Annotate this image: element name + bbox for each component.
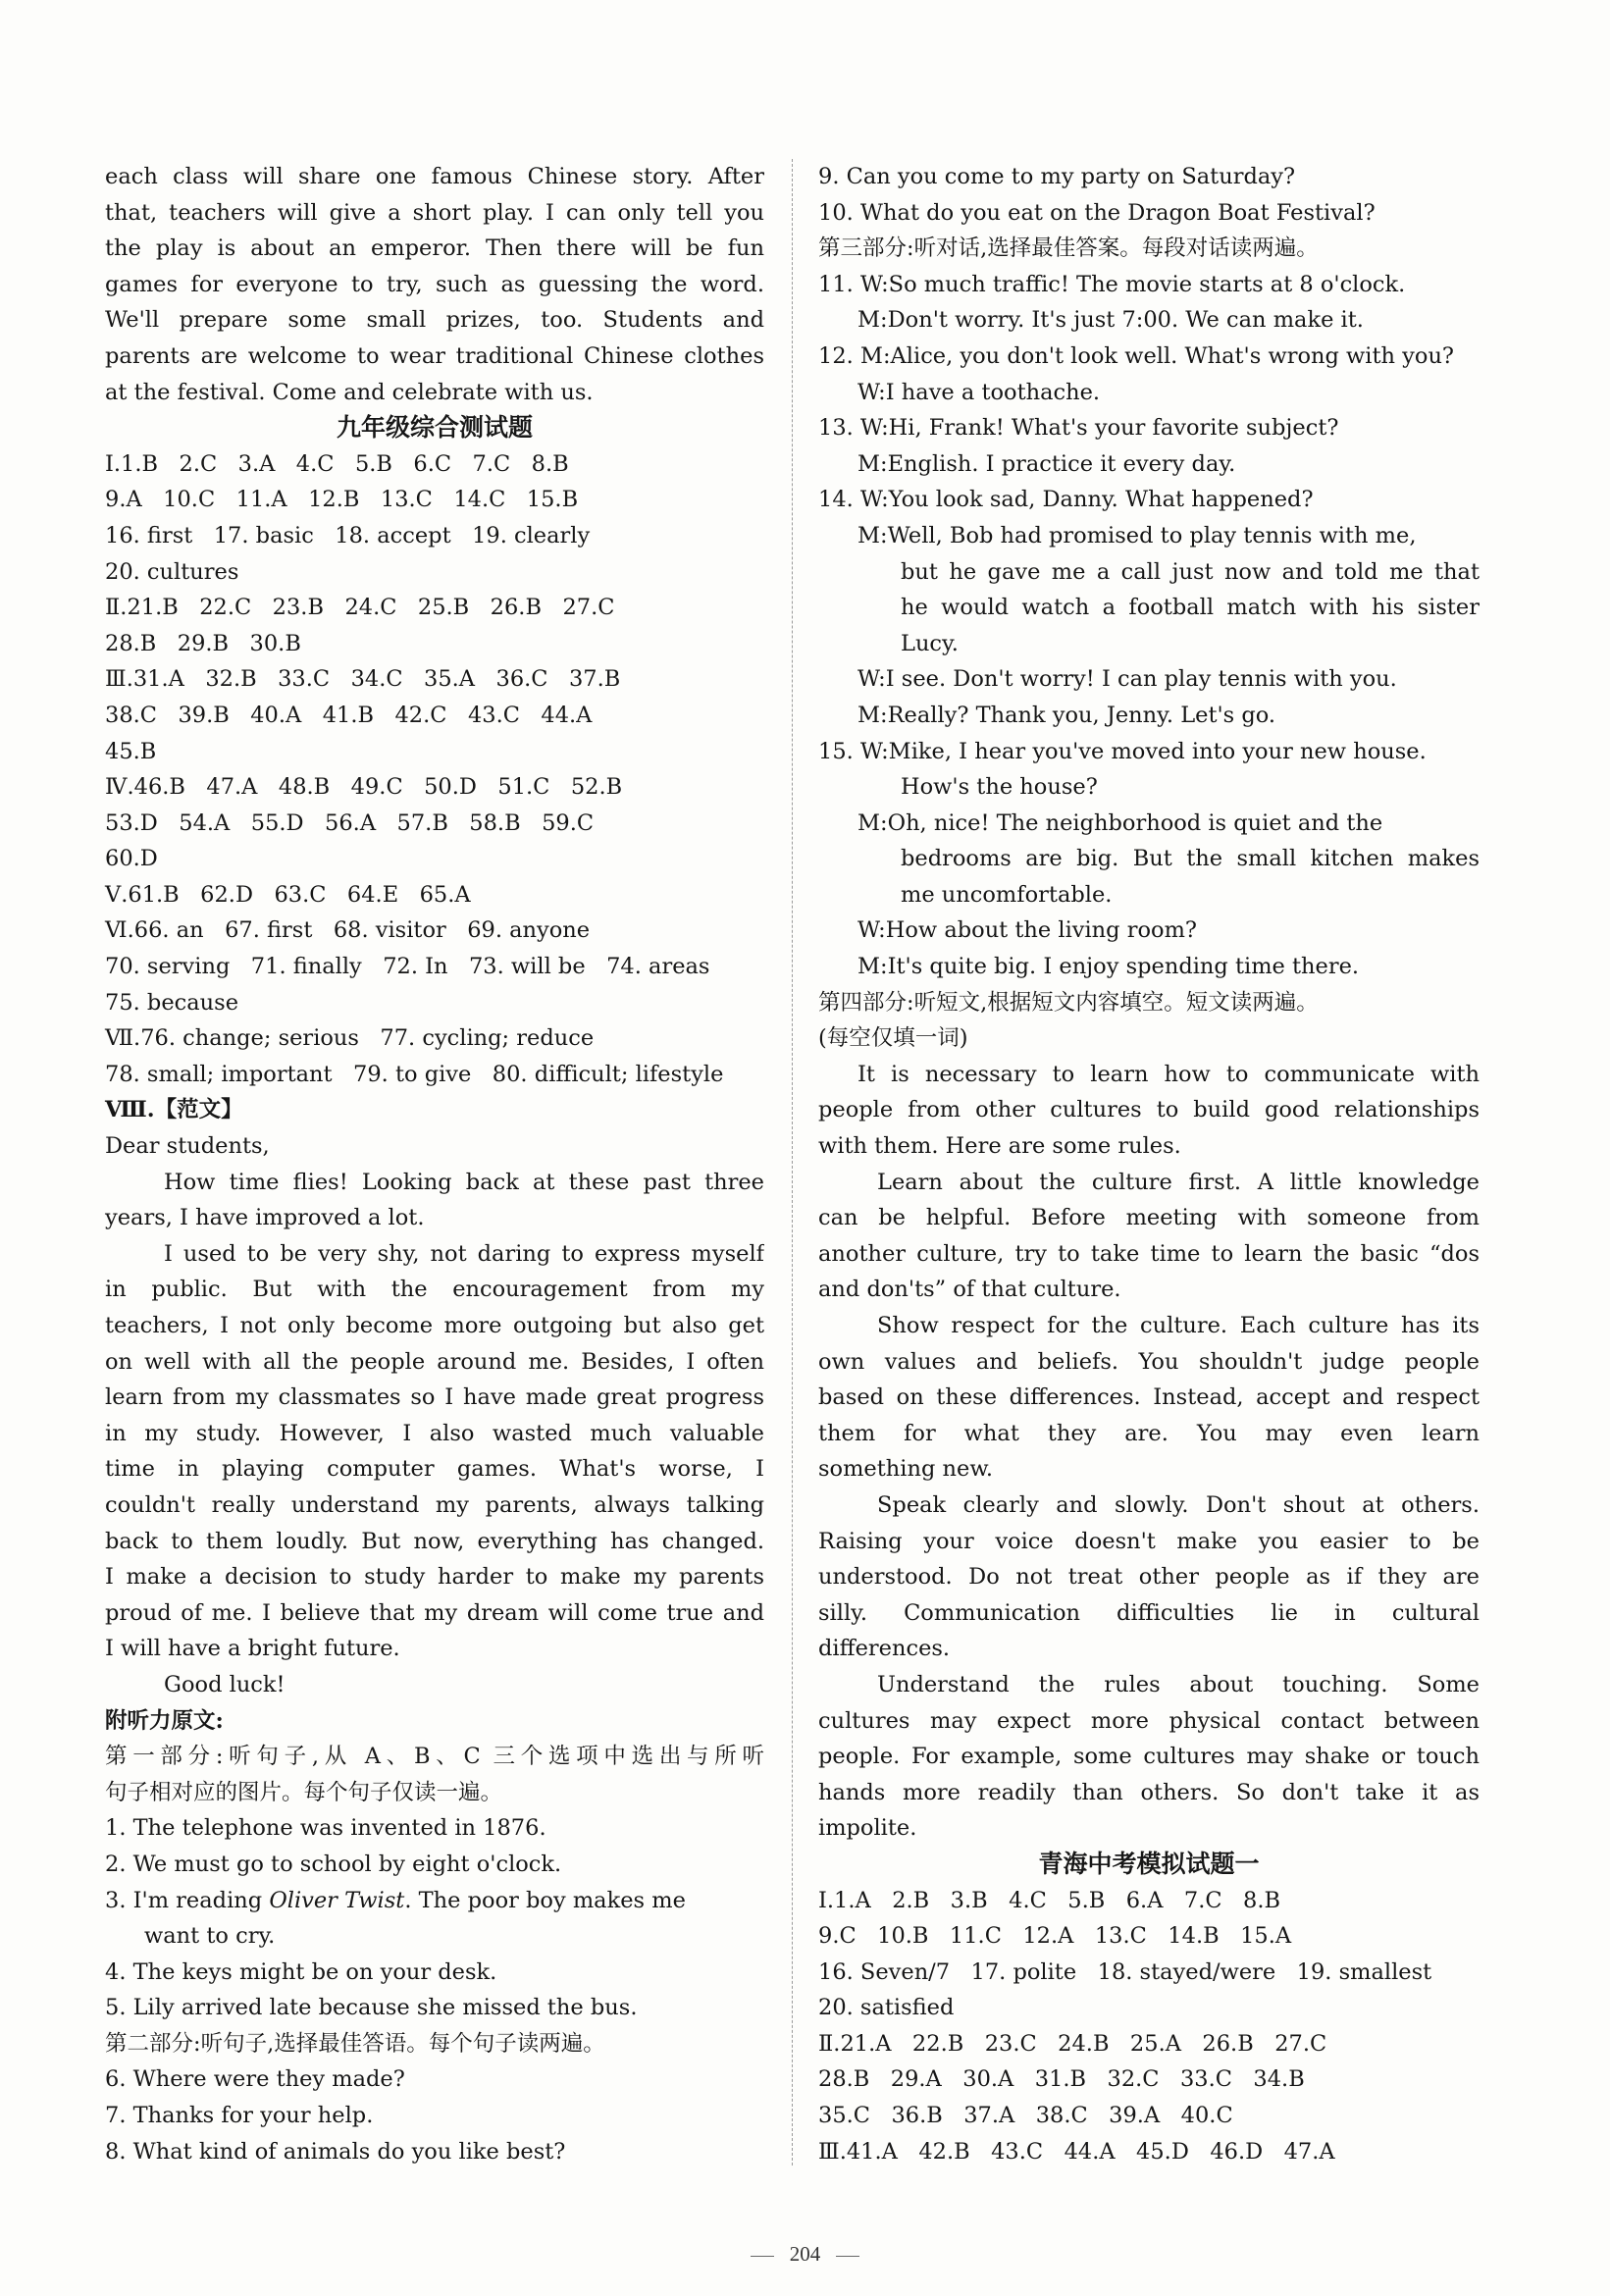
dialogue-line: M:Really? Thank you, Jenny. Let's go. <box>857 702 1276 728</box>
dialogue-line: 14. W:You look sad, Danny. What happened? <box>818 487 1314 513</box>
footer-rule-left <box>751 2256 774 2257</box>
dialogue-line: bedrooms are big. But the small kitchen makes <box>901 846 1480 872</box>
list-item: 4. The keys might be on your desk. <box>105 1958 497 1985</box>
answer-line: 75. because <box>105 989 239 1016</box>
text-line: games for everyone to try, such as guessing the word. <box>105 271 764 297</box>
answer-line: Ⅶ.76. change; serious 77. cycling; reduce <box>105 1025 595 1052</box>
answer-line: Ⅲ.31.A 32.B 33.C 34.C 35.A 36.C 37.B <box>105 666 621 693</box>
answer-line: Ⅰ.1.A 2.B 3.B 4.C 5.B 6.A 7.C 8.B <box>818 1887 1281 1913</box>
left-column <box>105 159 764 2169</box>
text-line: cultures may expect more physical contact between <box>818 1707 1480 1734</box>
answer-line: 60.D <box>105 846 158 872</box>
column-divider <box>792 159 793 2166</box>
text-line: people from other cultures to build good relationships <box>818 1097 1480 1123</box>
text-line: I make a decision to study harder to make my parents <box>105 1564 764 1591</box>
text-line: years, I have improved a lot. <box>105 1205 425 1231</box>
instruction-line: 第四部分:听短文,根据短文内容填空。短文读两遍。 <box>818 989 1319 1016</box>
answer-line: Ⅵ.66. an 67. first 68. visitor 69. anyone <box>105 917 591 944</box>
dialogue-line: W:I see. Don't worry! I can play tennis with you. <box>857 666 1397 693</box>
item-text: 3. I'm reading <box>105 1887 270 1913</box>
footer-rule-right <box>836 2256 859 2257</box>
list-item: 10. What do you eat on the Dragon Boat Festival? <box>818 199 1376 226</box>
text-line: them for what they are. You may even learn <box>818 1420 1480 1446</box>
section-title: 青海中考模拟试题一 <box>1038 1849 1260 1878</box>
answer-key <box>818 1883 1480 2170</box>
answer-line: 16. first 17. basic 18. accept 19. clearly <box>105 522 591 548</box>
dialogue-line: but he gave me a call just now and told me that <box>901 558 1480 585</box>
text-line: can be helpful. Before meeting with someone from <box>818 1205 1480 1231</box>
answer-line: 38.C 39.B 40.A 41.B 42.C 43.C 44.A <box>105 702 593 728</box>
answer-line: 53.D 54.A 55.D 56.A 57.B 58.B 59.C <box>105 809 595 836</box>
text-line: the play is about an emperor. Then there will be fun <box>105 235 764 262</box>
dialogue-line: M:Oh, nice! The neighborhood is quiet and the <box>857 809 1383 836</box>
list-item: 9. Can you come to my party on Saturday? <box>818 164 1296 189</box>
dialogue-line: Lucy. <box>901 630 959 656</box>
dialogue-line: W:I have a toothache. <box>857 379 1101 405</box>
answer-line: Ⅳ.46.B 47.A 48.B 49.C 50.D 51.C 52.B <box>105 774 623 801</box>
list-item: 6. Where were they made? <box>105 2066 405 2093</box>
text-line: Learn about the culture first. A little knowledge <box>877 1169 1480 1195</box>
page-footer <box>0 2242 1610 2267</box>
dialogue-line: 12. M:Alice, you don't look well. What's wrong with you? <box>818 342 1454 369</box>
answer-line: 16. Seven/7 17. polite 18. stayed/were 19. smallest <box>818 1958 1432 1985</box>
dialogue-line: M:Don't worry. It's just 7:00. We can make it. <box>857 307 1364 334</box>
text-line: impolite. <box>818 1815 917 1842</box>
model-essay <box>105 1128 764 1703</box>
text-line: I used to be very shy, not daring to express myself <box>164 1240 764 1267</box>
text-line: differences. <box>818 1636 951 1662</box>
text-line: learn from my classmates so I have made great progress <box>105 1384 764 1411</box>
answer-line: 45.B <box>105 738 157 764</box>
dialogue-line: he would watch a football match with his sister <box>901 595 1480 621</box>
section-title: 九年级综合测试题 <box>336 413 533 443</box>
answer-line: Ⅱ.21.A 22.B 23.C 24.B 25.A 26.B 27.C <box>818 2030 1327 2057</box>
answer-line: 9.C 10.B 11.C 12.A 13.C 14.B 15.A <box>818 1923 1292 1950</box>
text-line: I will have a bright future. <box>105 1636 400 1662</box>
answer-key <box>105 446 764 1128</box>
dialogues <box>818 267 1480 985</box>
list-item <box>105 1883 764 1919</box>
dialogue-line: M:It's quite big. I enjoy spending time there. <box>857 954 1360 980</box>
text-line: in my study. However, I also wasted much valuable <box>105 1420 764 1446</box>
text-line: something new. <box>818 1456 994 1483</box>
text-line: each class will share one famous Chinese story. After <box>105 164 764 189</box>
intro-paragraph <box>105 159 764 410</box>
listening-heading: 附听力原文: <box>105 1707 224 1734</box>
book-title: Oliver Twist <box>269 1887 405 1913</box>
list-item: 7. Thanks for your help. <box>105 2103 374 2129</box>
answer-line: 9.A 10.C 11.A 12.B 13.C 14.C 15.B <box>105 487 579 513</box>
list-item: 5. Lily arrived late because she missed the bus. <box>105 1995 638 2021</box>
text-line: in public. But with the encouragement from my <box>105 1277 764 1303</box>
text-line: Speak clearly and slowly. Don't shout at others. <box>877 1491 1480 1518</box>
item-text: . The poor boy makes me <box>404 1887 686 1913</box>
list-item-continuation: want to cry. <box>144 1923 276 1950</box>
text-line: parents are welcome to wear traditional Chinese clothes <box>105 342 764 369</box>
text-line: people. For example, some cultures may shake or touch <box>818 1744 1480 1770</box>
answer-line: 70. serving 71. finally 72. In 73. will be 74. areas <box>105 954 710 980</box>
text-line: It is necessary to learn how to communicate with <box>857 1061 1480 1087</box>
text-line: Raising your voice doesn't make you easier to be <box>818 1528 1480 1554</box>
page-number: 204 <box>789 2242 821 2266</box>
instruction-line: (每空仅填一词) <box>818 1025 968 1052</box>
answer-line: 28.B 29.A 30.A 31.B 32.C 33.C 34.B <box>818 2066 1305 2093</box>
dialogue-line: W:How about the living room? <box>857 917 1197 944</box>
text-line: Understand the rules about touching. Some <box>877 1671 1480 1697</box>
dialogue-line: How's the house? <box>901 774 1098 801</box>
answer-line: 78. small; important 79. to give 80. difficult; lifestyle <box>105 1061 724 1087</box>
answer-line: Ⅴ.61.B 62.D 63.C 64.E 65.A <box>105 881 471 908</box>
answer-line: 20. satisfied <box>818 1995 955 2021</box>
text-line: We'll prepare some small prizes, too. Students and <box>105 307 764 334</box>
text-line: How time flies! Looking back at these past three <box>164 1169 764 1195</box>
text-line: with them. Here are some rules. <box>818 1133 1181 1160</box>
dialogue-line: 15. W:Mike, I hear you've moved into your new house. <box>818 738 1427 764</box>
text-line: hands more readily than others. So don't take it as <box>818 1779 1480 1805</box>
answer-line: Ⅰ.1.B 2.C 3.A 4.C 5.B 6.C 7.C 8.B <box>105 450 569 477</box>
dialogue-line: 13. W:Hi, Frank! What's your favorite subject? <box>818 415 1339 442</box>
dialogue-line: M:English. I practice it every day. <box>857 450 1236 477</box>
answer-line: Ⅲ.41.A 42.B 43.C 44.A 45.D 46.D 47.A <box>818 2138 1335 2165</box>
text-line: at the festival. Come and celebrate with us. <box>105 379 594 405</box>
answer-line: Ⅷ.【范文】 <box>105 1097 243 1123</box>
answer-line: 28.B 29.B 30.B <box>105 630 301 656</box>
list-item: 2. We must go to school by eight o'clock. <box>105 1851 562 1877</box>
essay-greeting: Dear students, <box>105 1133 270 1160</box>
text-line: another culture, try to take time to learn the basic “dos <box>818 1240 1480 1267</box>
dialogue-line: me uncomfortable. <box>901 881 1113 908</box>
answer-line: 35.C 36.B 37.A 38.C 39.A 40.C <box>818 2103 1233 2129</box>
text-line: silly. Communication difficulties lie in cultural <box>818 1599 1480 1626</box>
text-line: based on these differences. Instead, accept and respect <box>818 1384 1480 1411</box>
answer-line: Ⅱ.21.B 22.C 23.B 24.C 25.B 26.B 27.C <box>105 595 615 621</box>
text-line: on well with all the people around me. Besides, I often <box>105 1348 764 1375</box>
text-line: couldn't really understand my parents, always talking <box>105 1491 764 1518</box>
text-line: and don'ts” of that culture. <box>818 1277 1121 1303</box>
instruction-line: 第三部分:听对话,选择最佳答案。每段对话读两遍。 <box>818 235 1319 262</box>
text-line: teachers, I not only become more outgoing but also get <box>105 1313 764 1338</box>
instruction-line: 句子相对应的图片。每个句子仅读一遍。 <box>105 1779 503 1805</box>
dialogue-line: M:Well, Bob had promised to play tennis with me, <box>857 522 1417 548</box>
instruction-line: 第二部分:听句子,选择最佳答语。每个句子读两遍。 <box>105 2030 605 2057</box>
text-line: that, teachers will give a short play. I can only tell you <box>105 199 764 226</box>
list-item: 8. What kind of animals do you like best? <box>105 2138 566 2165</box>
text-line: Show respect for the culture. Each culture has its <box>877 1313 1480 1338</box>
text-line: own values and beliefs. You shouldn't judge people <box>818 1348 1480 1375</box>
text-line: proud of me. I believe that my dream will come true and <box>105 1599 764 1626</box>
answer-line: 20. cultures <box>105 558 239 585</box>
instruction-line: 第一部分:听句子,从 A、B、C 三个选项中选出与所听 <box>105 1744 764 1770</box>
list-item: 1. The telephone was invented in 1876. <box>105 1815 546 1842</box>
text-line: understood. Do not treat other people as if they are <box>818 1564 1480 1591</box>
text-line: back to them loudly. But now, everything has changed. <box>105 1528 764 1554</box>
listening-passage <box>818 1057 1480 1847</box>
essay-closing: Good luck! <box>164 1671 286 1697</box>
dialogue-line: 11. W:So much traffic! The movie starts at 8 o'clock. <box>818 271 1406 297</box>
text-line: time in playing computer games. What's worse, I <box>105 1456 764 1483</box>
right-column <box>818 159 1480 2169</box>
